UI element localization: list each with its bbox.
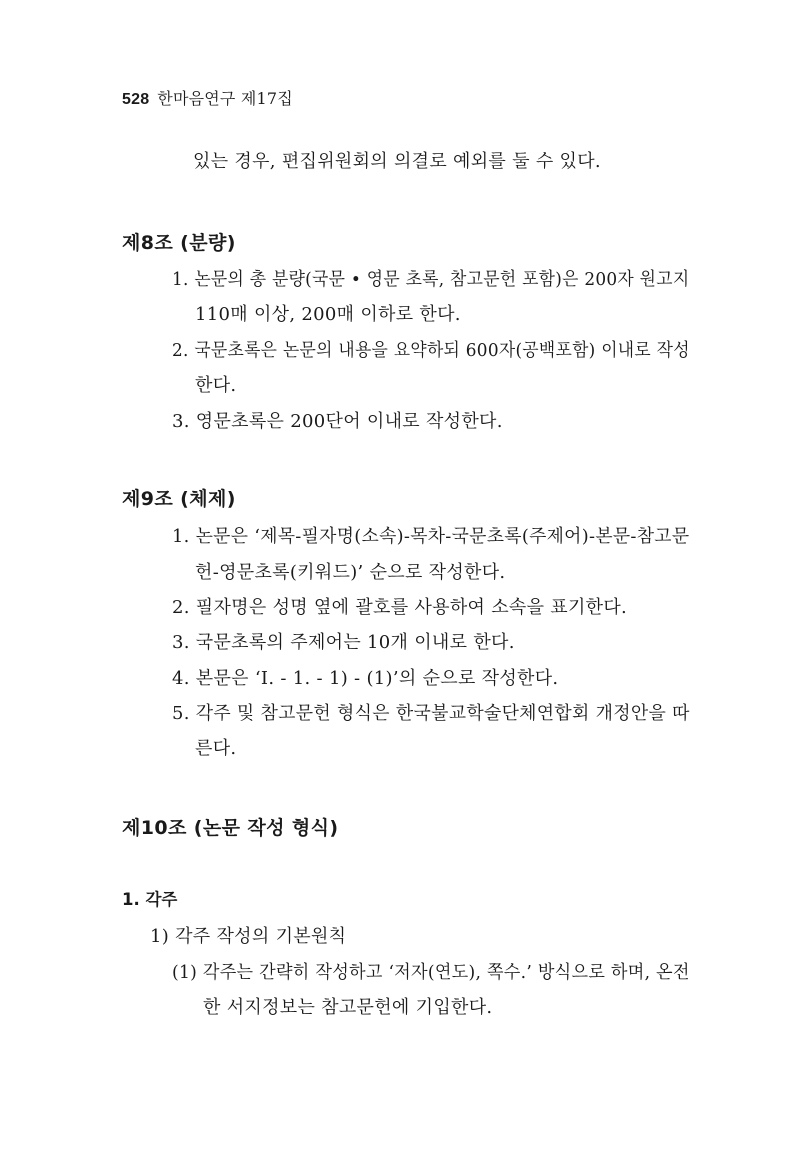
article-10-heading: 제10조 (논문 작성 형식) <box>122 817 339 839</box>
subsection-heading: 1) 각주 작성의 기본원칙 <box>150 926 347 947</box>
article-8-line-2: 110매 이상, 200매 이하로 한다. <box>195 304 461 325</box>
running-header <box>122 86 293 109</box>
continuation-line: 있는 경우, 편집위원회의 의결로 예외를 둘 수 있다. <box>193 151 601 172</box>
section-footnotes-heading: 1. 각주 <box>122 890 178 909</box>
article-9-line-7: 른다. <box>195 738 237 759</box>
journal-title: 한마음연구 제17집 <box>157 89 293 108</box>
article-8-line-3: 2. 국문초록은 논문의 내용을 요약하되 600자(공백포함) 이내로 작성 <box>172 340 690 361</box>
footnote-rule-line-2: 한 서지정보는 참고문헌에 기입한다. <box>203 997 493 1018</box>
article-8-line-5: 3. 영문초록은 200단어 이내로 작성한다. <box>172 411 503 432</box>
article-9-line-4: 3. 국문초록의 주제어는 10개 이내로 한다. <box>172 632 515 653</box>
article-9-line-5: 4. 본문은 ‘Ⅰ. - 1. - 1) - (1)’의 순으로 작성한다. <box>172 668 559 689</box>
page-number: 528 <box>122 91 150 108</box>
article-9-line-6: 5. 각주 및 참고문헌 형식은 한국불교학술단체연합회 개정안을 따 <box>172 703 690 724</box>
article-8-line-4: 한다. <box>195 375 237 396</box>
footnote-rule-line-1: (1) 각주는 간략히 작성하고 ‘저자(연도), 쪽수.’ 방식으로 하며, 온전 <box>172 962 690 983</box>
article-8-heading: 제8조 (분량) <box>122 232 236 254</box>
article-9-line-1: 1. 논문은 ‘제목-필자명(소속)-목차-국문초록(주제어)-본문-참고문 <box>172 526 690 547</box>
article-9-line-2: 헌-영문초록(키워드)’ 순으로 작성한다. <box>195 562 506 583</box>
article-8-line-1: 1. 논문의 총 분량(국문 • 영문 초록, 참고문헌 포함)은 200자 원고지 <box>172 269 690 290</box>
article-9-heading: 제9조 (체제) <box>122 488 236 510</box>
article-9-line-3: 2. 필자명은 성명 옆에 괄호를 사용하여 소속을 표기한다. <box>172 597 628 618</box>
